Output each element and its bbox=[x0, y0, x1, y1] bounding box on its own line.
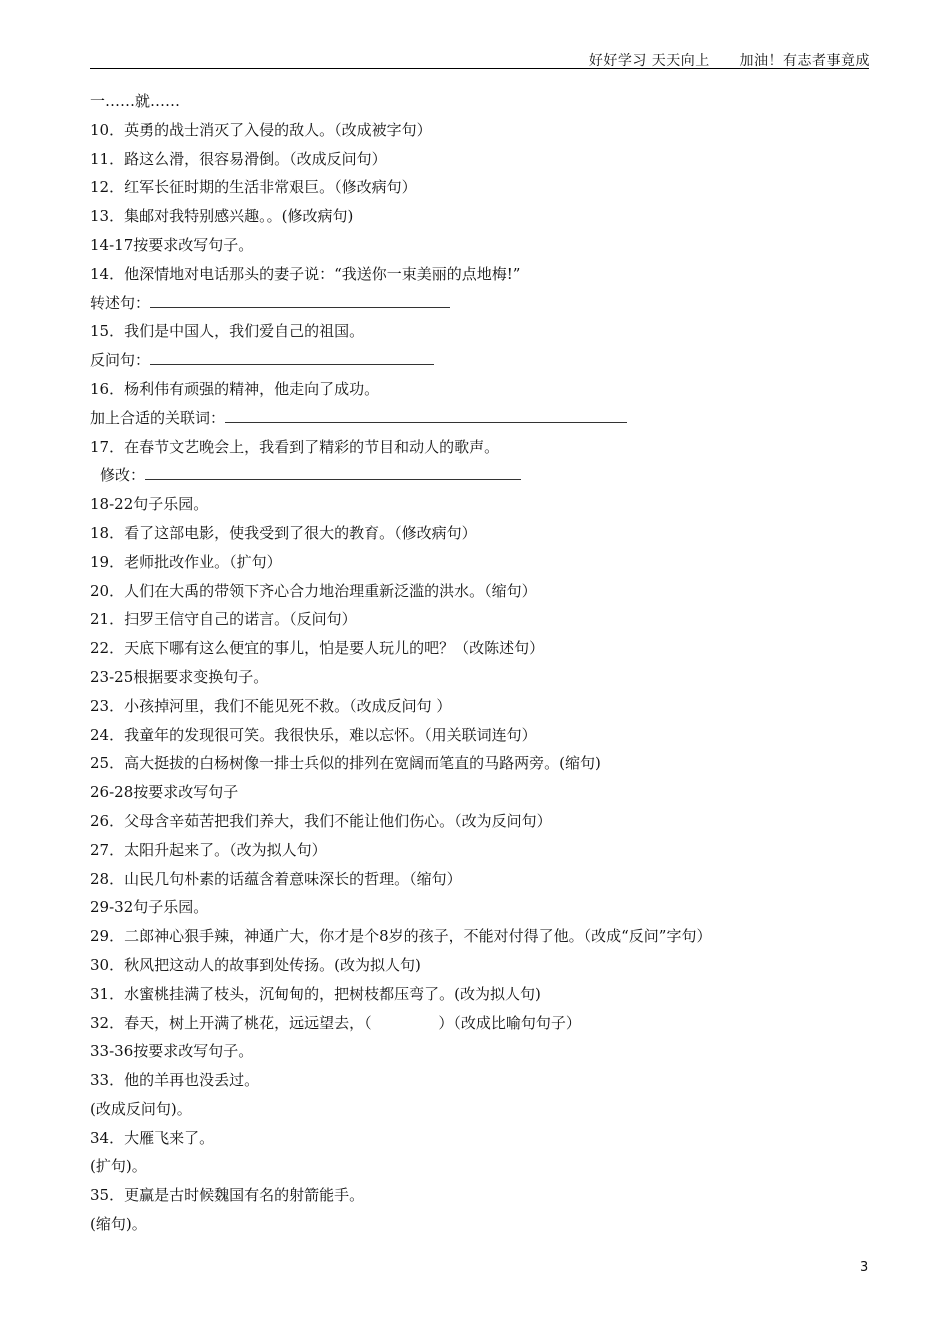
instruction-35: (缩句)。 bbox=[90, 1215, 147, 1234]
question-18: 18．看了这部电影，使我受到了很大的教育。（修改病句） bbox=[90, 523, 477, 542]
section-heading-14-17: 14-17按要求改写句子。 bbox=[90, 235, 254, 254]
question-26: 26．父母含辛茹苦把我们养大，我们不能让他们伤心。（改为反问句） bbox=[90, 811, 552, 830]
answer-line-14 bbox=[90, 289, 870, 318]
question-31: 31．水蜜桃挂满了枝头，沉甸甸的，把树枝都压弯了。(改为拟人句) bbox=[90, 984, 541, 1003]
answer-blank bbox=[145, 461, 521, 480]
answer-line-17 bbox=[90, 461, 870, 490]
question-21: 21．扫罗王信守自己的诺言。（反问句） bbox=[90, 610, 357, 629]
question-11: 11．路这么滑，很容易滑倒。（改成反问句） bbox=[90, 149, 387, 168]
answer-label: 修改： bbox=[100, 466, 146, 485]
question-16: 16．杨利伟有顽强的精神，他走向了成功。 bbox=[90, 379, 380, 398]
question-35: 35．更赢是古时候魏国有名的射箭能手。 bbox=[90, 1186, 365, 1205]
header-divider bbox=[90, 68, 869, 69]
question-29: 29．二郎神心狠手辣，神通广大，你才是个8岁的孩子，不能对付得了他。（改成“反问”字句） bbox=[90, 927, 712, 946]
instruction-34: (扩句)。 bbox=[90, 1157, 147, 1176]
section-heading-29-32: 29-32句子乐园。 bbox=[90, 898, 209, 917]
question-17: 17．在春节文艺晚会上，我看到了精彩的节目和动人的歌声。 bbox=[90, 437, 500, 456]
section-heading-23-25: 23-25根据要求变换句子。 bbox=[90, 667, 269, 686]
question-10: 10．英勇的战士消灭了入侵的敌人。（改成被字句） bbox=[90, 120, 432, 139]
answer-line-16 bbox=[90, 404, 870, 433]
question-14: 14．他深情地对电话那头的妻子说：“我送你一束美丽的点地梅!” bbox=[90, 264, 521, 283]
page-number: 3 bbox=[860, 1260, 869, 1275]
text-line: 一……就…… bbox=[90, 92, 181, 110]
question-12: 12．红军长征时期的生活非常艰巨。（修改病句） bbox=[90, 178, 417, 197]
answer-line-15 bbox=[90, 346, 870, 375]
section-heading-26-28: 26-28按要求改写句子 bbox=[90, 783, 239, 802]
question-13: 13．集邮对我特别感兴趣。。(修改病句) bbox=[90, 207, 354, 226]
answer-blank bbox=[150, 346, 434, 365]
answer-label: 反问句： bbox=[90, 351, 151, 370]
answer-blank bbox=[150, 289, 450, 308]
question-24: 24．我童年的发现很可笑。我很快乐，难以忘怀。（用关联词连句） bbox=[90, 725, 537, 744]
answer-label: 转述句： bbox=[90, 293, 151, 312]
answer-label: 加上合适的关联词： bbox=[90, 408, 226, 427]
page-header-text: 好好学习 天天向上 加油！有志者事竟成 bbox=[588, 53, 870, 69]
question-19: 19．老师批改作业。（扩句） bbox=[90, 552, 282, 571]
question-25: 25．高大挺拔的白杨树像一排士兵似的排列在宽阔而笔直的马路两旁。(缩句) bbox=[90, 754, 601, 773]
answer-blank bbox=[225, 404, 627, 423]
question-28: 28．山民几句朴素的话蕴含着意味深长的哲理。（缩句） bbox=[90, 869, 462, 888]
question-27: 27．太阳升起来了。（改为拟人句） bbox=[90, 840, 327, 859]
worksheet-content bbox=[90, 87, 870, 1239]
section-heading-33-36: 33-36按要求改写句子。 bbox=[90, 1042, 254, 1061]
question-33: 33．他的羊再也没丢过。 bbox=[90, 1071, 260, 1090]
section-heading-18-22: 18-22句子乐园。 bbox=[90, 495, 209, 514]
question-23: 23．小孩掉河里，我们不能见死不救。（改成反问句 ） bbox=[90, 696, 452, 715]
question-30: 30．秋风把这动人的故事到处传扬。(改为拟人句) bbox=[90, 955, 421, 974]
question-22: 22．天底下哪有这么便宜的事儿，怕是要人玩儿的吧？（改陈述句） bbox=[90, 639, 545, 658]
instruction-33: (改成反问句)。 bbox=[90, 1099, 192, 1118]
question-32: 32．春天，树上开满了桃花，远远望去，（ ）（改成比喻句句子） bbox=[90, 1013, 581, 1032]
question-15: 15．我们是中国人，我们爱自己的祖国。 bbox=[90, 322, 365, 341]
question-20: 20．人们在大禹的带领下齐心合力地治理重新泛滥的洪水。（缩句） bbox=[90, 581, 537, 600]
question-34: 34．大雁飞来了。 bbox=[90, 1128, 215, 1147]
